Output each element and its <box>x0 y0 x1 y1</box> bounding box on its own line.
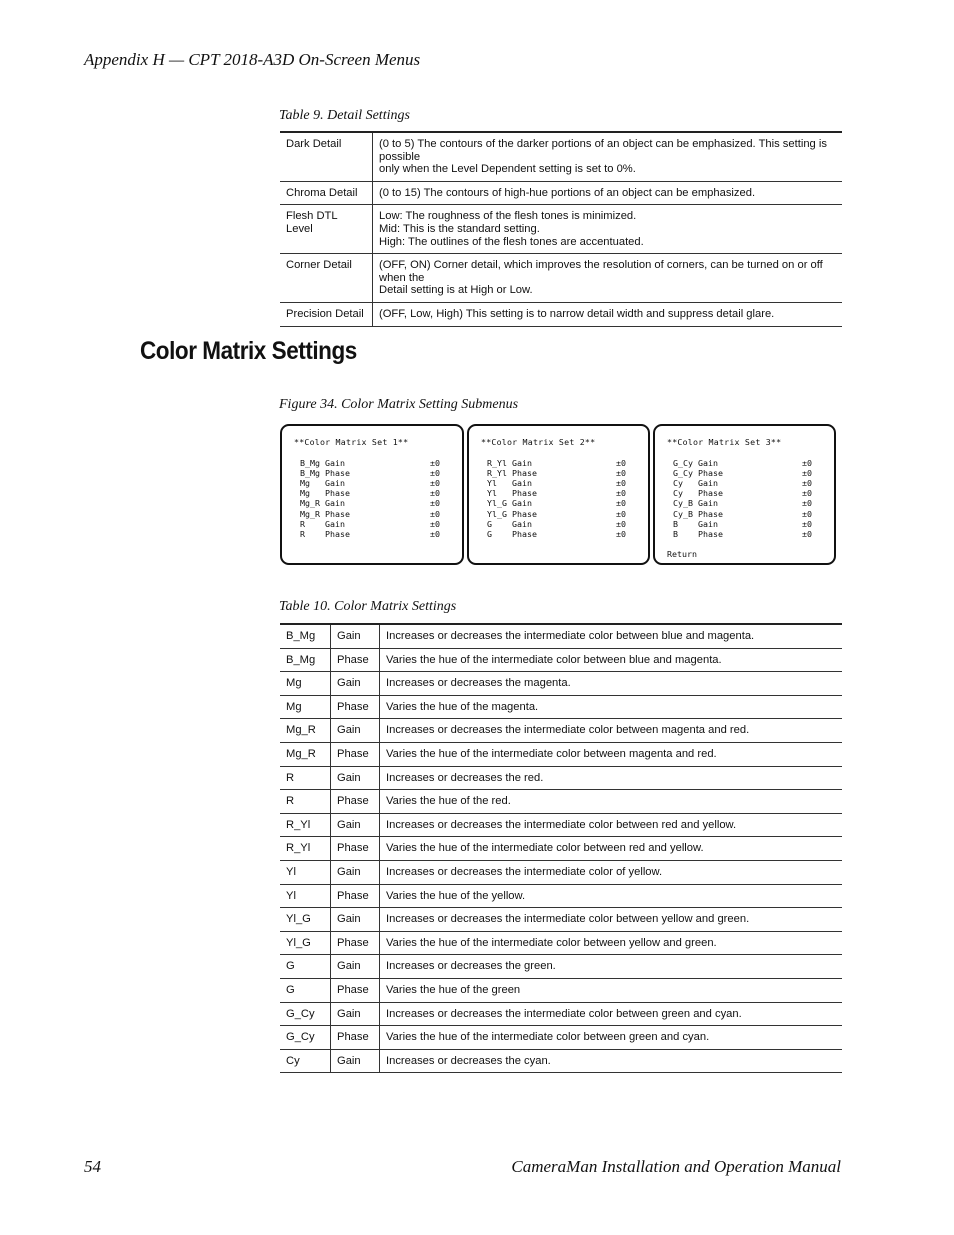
menu-item <box>667 478 824 488</box>
setting-name: Corner Detail <box>280 254 373 303</box>
table-row <box>280 837 842 861</box>
matrix-description: Increases or decreases the intermediate color between green and cyan. <box>380 1002 843 1026</box>
menu-item <box>667 519 824 529</box>
matrix-description: Increases or decreases the intermediate color of yellow. <box>380 860 843 884</box>
matrix-color-name: G <box>280 978 331 1002</box>
matrix-color-name: Yl_G <box>280 931 331 955</box>
table-row <box>280 1002 842 1026</box>
menu-item-value: ±0 <box>616 498 626 509</box>
matrix-color-name: R_Yl <box>280 813 331 837</box>
matrix-description: Varies the hue of the intermediate color between magenta and red. <box>380 742 843 766</box>
matrix-parameter: Phase <box>331 837 380 861</box>
menu-item-label: Mg Gain <box>300 478 345 489</box>
matrix-description: Increases or decreases the intermediate color between red and yellow. <box>380 813 843 837</box>
matrix-color-name: G_Cy <box>280 1002 331 1026</box>
matrix-color-name: R_Yl <box>280 837 331 861</box>
matrix-description: Varies the hue of the intermediate color between red and yellow. <box>380 837 843 861</box>
menu-item <box>481 458 638 468</box>
color-matrix-set-2-menu <box>467 424 650 565</box>
menu-item-value: ±0 <box>430 518 440 529</box>
setting-description <box>373 132 843 181</box>
matrix-parameter: Gain <box>331 1002 380 1026</box>
menu-item-label: Cy Phase <box>673 488 723 499</box>
table-9-caption: Table 9. Detail Settings <box>279 108 410 123</box>
section-title: Color Matrix Settings <box>140 337 357 365</box>
menu-item <box>667 468 824 478</box>
table-row <box>280 813 842 837</box>
table-row <box>280 908 842 932</box>
table-row <box>280 742 842 766</box>
matrix-parameter: Phase <box>331 742 380 766</box>
matrix-color-name: G_Cy <box>280 1026 331 1050</box>
menu-item <box>294 488 452 498</box>
detail-settings-table <box>280 131 842 327</box>
menu-item-label: Yl Phase <box>487 488 537 499</box>
matrix-color-name: Yl <box>280 884 331 908</box>
menu-item <box>667 488 824 498</box>
setting-name: Flesh DTL Level <box>280 205 373 254</box>
description-line: Mid: This is the standard setting. <box>379 222 540 235</box>
menu-item-value: ±0 <box>802 458 812 469</box>
matrix-description: Varies the hue of the green <box>380 978 843 1002</box>
menu-item-label: R Gain <box>300 518 345 529</box>
color-matrix-set-3-menu <box>653 424 836 565</box>
matrix-description: Increases or decreases the intermediate color between blue and magenta. <box>380 624 843 648</box>
matrix-parameter: Phase <box>331 695 380 719</box>
description-line: only when the Level Dependent setting is set to 0%. <box>379 163 636 176</box>
matrix-parameter: Phase <box>331 1026 380 1050</box>
menu-item-value: ±0 <box>616 518 626 529</box>
menu-item-value: ±0 <box>430 478 440 489</box>
table-row <box>280 132 842 181</box>
menu-item <box>294 509 452 519</box>
menu-item-label: G_Cy Phase <box>673 468 723 479</box>
setting-description <box>373 205 843 254</box>
menu-item-label: Yl_G Gain <box>487 498 532 509</box>
matrix-color-name: R <box>280 766 331 790</box>
description-line: (0 to 5) The contours of the darker portions of an object can be emphasized. This setting is possible <box>379 138 827 163</box>
menu-item-value: ±0 <box>802 528 812 539</box>
menu-item-value: ±0 <box>616 488 626 499</box>
page-number: 54 <box>84 1157 101 1176</box>
menu-item-value: ±0 <box>430 508 440 519</box>
running-header: Appendix H — CPT 2018-A3D On-Screen Menus <box>84 50 421 69</box>
table-row <box>280 719 842 743</box>
matrix-description: Increases or decreases the intermediate color between magenta and red. <box>380 719 843 743</box>
description-line: (OFF, ON) Corner detail, which improves the resolution of corners, can be turned on or off when the <box>379 259 823 284</box>
description-line: Detail setting is at High or Low. <box>379 284 533 297</box>
menu-item-value: ±0 <box>616 478 626 489</box>
table-row <box>280 884 842 908</box>
setting-description <box>373 302 843 326</box>
menu-item-label: G_Cy Gain <box>673 458 718 469</box>
menu-item <box>667 498 824 508</box>
table-row <box>280 790 842 814</box>
menu-title: **Color Matrix Set 2** <box>481 437 596 447</box>
matrix-color-name: Mg <box>280 695 331 719</box>
description-line: Low: The roughness of the flesh tones is minimized. <box>379 210 637 223</box>
matrix-parameter: Gain <box>331 624 380 648</box>
setting-name: Precision Detail <box>280 302 373 326</box>
menu-item-value: ±0 <box>802 508 812 519</box>
table-row <box>280 672 842 696</box>
matrix-description: Varies the hue of the intermediate color between green and cyan. <box>380 1026 843 1050</box>
menu-title: **Color Matrix Set 3** <box>667 437 782 447</box>
matrix-parameter: Gain <box>331 766 380 790</box>
table-row <box>280 254 842 303</box>
menu-item-label: B_Mg Gain <box>300 458 345 469</box>
menu-item <box>481 498 638 508</box>
color-matrix-set-1-menu <box>280 424 464 565</box>
menu-item <box>294 498 452 508</box>
menu-item-label: G Gain <box>487 518 532 529</box>
matrix-parameter: Phase <box>331 931 380 955</box>
menu-item-label: R Phase <box>300 528 350 539</box>
menu-item-value: ±0 <box>802 518 812 529</box>
menu-item <box>481 509 638 519</box>
menu-item <box>667 529 824 539</box>
setting-name: Chroma Detail <box>280 181 373 205</box>
matrix-parameter: Gain <box>331 672 380 696</box>
color-matrix-settings-table <box>280 623 842 1073</box>
menu-item <box>294 458 452 468</box>
menu-item-label: Mg_R Phase <box>300 508 350 519</box>
table-10-caption: Table 10. Color Matrix Settings <box>279 599 457 614</box>
menu-item <box>481 529 638 539</box>
menu-item-value: ±0 <box>430 488 440 499</box>
matrix-color-name: Mg_R <box>280 742 331 766</box>
menu-item-label: B Phase <box>673 528 723 539</box>
menu-item <box>481 478 638 488</box>
setting-description <box>373 254 843 303</box>
menu-item-value: ±0 <box>616 458 626 469</box>
menu-item-label: B Gain <box>673 518 718 529</box>
table-row <box>280 181 842 205</box>
matrix-color-name: B_Mg <box>280 648 331 672</box>
menu-item <box>667 458 824 468</box>
matrix-parameter: Phase <box>331 884 380 908</box>
table-row <box>280 695 842 719</box>
matrix-parameter: Gain <box>331 719 380 743</box>
matrix-description: Increases or decreases the intermediate color between yellow and green. <box>380 908 843 932</box>
matrix-color-name: R <box>280 790 331 814</box>
menu-item <box>481 519 638 529</box>
menu-title: **Color Matrix Set 1** <box>294 437 409 447</box>
matrix-description: Varies the hue of the red. <box>380 790 843 814</box>
matrix-description: Increases or decreases the green. <box>380 955 843 979</box>
description-line: High: The outlines of the flesh tones are accentuated. <box>379 235 644 248</box>
matrix-description: Varies the hue of the intermediate color between yellow and green. <box>380 931 843 955</box>
matrix-description: Varies the hue of the yellow. <box>380 884 843 908</box>
menu-item <box>481 488 638 498</box>
menu-item-value: ±0 <box>616 528 626 539</box>
setting-description <box>373 181 843 205</box>
menu-item-value: ±0 <box>802 488 812 499</box>
matrix-color-name: B_Mg <box>280 624 331 648</box>
menu-item-value: ±0 <box>616 508 626 519</box>
menu-item-value: ±0 <box>430 528 440 539</box>
menu-item <box>294 468 452 478</box>
matrix-description: Increases or decreases the magenta. <box>380 672 843 696</box>
matrix-parameter: Gain <box>331 955 380 979</box>
matrix-parameter: Phase <box>331 648 380 672</box>
table-row <box>280 931 842 955</box>
figure-34-caption: Figure 34. Color Matrix Setting Submenus <box>279 397 519 412</box>
table-row <box>280 860 842 884</box>
matrix-description: Varies the hue of the magenta. <box>380 695 843 719</box>
matrix-description: Increases or decreases the cyan. <box>380 1049 843 1073</box>
menu-item-label: Mg_R Gain <box>300 498 345 509</box>
table-row <box>280 1049 842 1073</box>
menu-item-label: R_Yl Phase <box>487 468 537 479</box>
table-row <box>280 624 842 648</box>
menu-item-label: Cy_B Phase <box>673 508 723 519</box>
menu-item-value: ±0 <box>430 468 440 479</box>
menu-item-label: G Phase <box>487 528 537 539</box>
menu-item-label: Cy Gain <box>673 478 718 489</box>
matrix-color-name: Cy <box>280 1049 331 1073</box>
manual-title: CameraMan Installation and Operation Manual <box>511 1157 841 1176</box>
table-row <box>280 205 842 254</box>
menu-item-value: ±0 <box>802 468 812 479</box>
menu-item-value: ±0 <box>430 498 440 509</box>
matrix-description: Varies the hue of the intermediate color between blue and magenta. <box>380 648 843 672</box>
setting-name: Dark Detail <box>280 132 373 181</box>
menu-item-label: Cy_B Gain <box>673 498 718 509</box>
description-line: (0 to 15) The contours of high-hue portions of an object can be emphasized. <box>379 186 756 199</box>
menu-item-label: B_Mg Phase <box>300 468 350 479</box>
matrix-color-name: Mg <box>280 672 331 696</box>
matrix-color-name: Mg_R <box>280 719 331 743</box>
menu-item-value: ±0 <box>430 458 440 469</box>
matrix-description: Increases or decreases the red. <box>380 766 843 790</box>
menu-item-label: Yl Gain <box>487 478 532 489</box>
matrix-color-name: G <box>280 955 331 979</box>
table-row <box>280 1026 842 1050</box>
menu-item <box>294 529 452 539</box>
menu-item <box>294 478 452 488</box>
menu-return-item: Return <box>667 548 697 559</box>
matrix-parameter: Phase <box>331 790 380 814</box>
matrix-parameter: Gain <box>331 908 380 932</box>
menu-item-label: Yl_G Phase <box>487 508 537 519</box>
menu-item-value: ±0 <box>802 498 812 509</box>
menu-item-label: Mg Phase <box>300 488 350 499</box>
menu-item-label: R_Yl Gain <box>487 458 532 469</box>
menu-item <box>481 468 638 478</box>
matrix-color-name: Yl_G <box>280 908 331 932</box>
table-row <box>280 955 842 979</box>
matrix-parameter: Gain <box>331 813 380 837</box>
matrix-color-name: Yl <box>280 860 331 884</box>
matrix-parameter: Gain <box>331 860 380 884</box>
menu-item-value: ±0 <box>616 468 626 479</box>
matrix-parameter: Gain <box>331 1049 380 1073</box>
description-line: (OFF, Low, High) This setting is to narrow detail width and suppress detail glare. <box>379 307 775 320</box>
table-row <box>280 302 842 326</box>
table-row <box>280 978 842 1002</box>
menu-item <box>667 509 824 519</box>
matrix-parameter: Phase <box>331 978 380 1002</box>
menu-item-value: ±0 <box>802 478 812 489</box>
table-row <box>280 766 842 790</box>
menu-item <box>294 519 452 529</box>
table-row <box>280 648 842 672</box>
